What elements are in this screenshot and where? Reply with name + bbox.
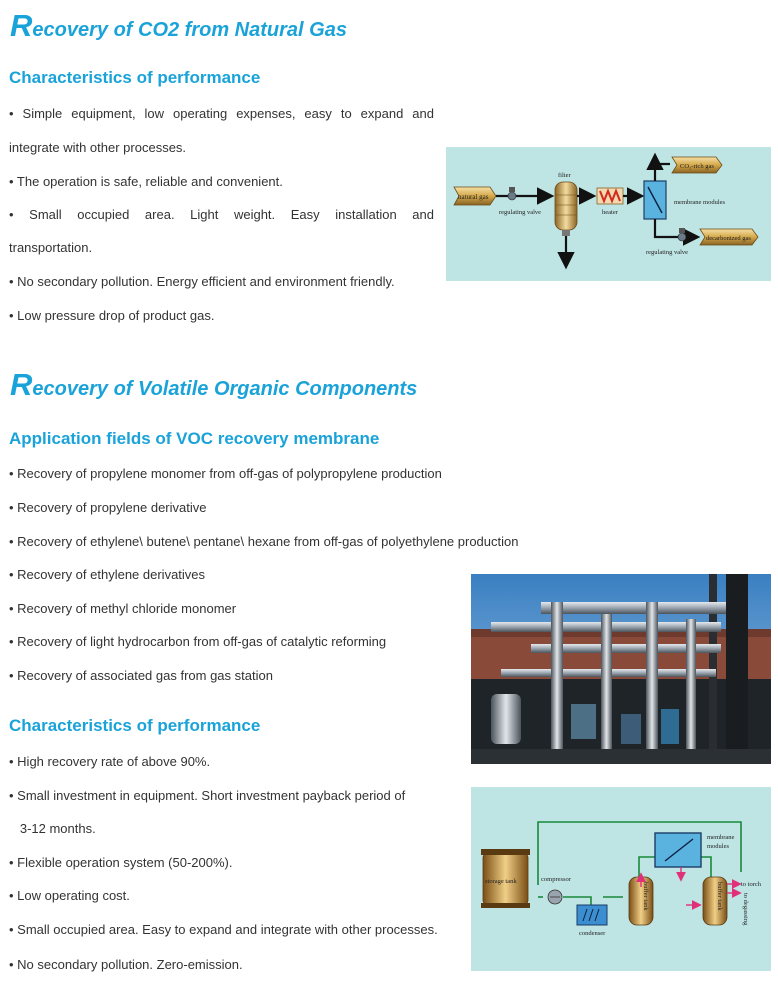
natural-gas-pipe <box>454 187 496 205</box>
list-item: • Low operating cost. <box>9 888 130 903</box>
plant-photo <box>471 574 771 764</box>
list-item: • No secondary pollution. Zero-emission. <box>9 957 243 972</box>
co2-rich-gas-pipe <box>672 157 722 173</box>
list-item: • Recovery of propylene derivative <box>9 500 207 515</box>
pipe <box>686 619 696 754</box>
regulating-valve-label-2: regulating valve <box>646 249 689 256</box>
membrane-module-icon <box>644 181 666 219</box>
decarbonized-gas-label: decarbonized gas <box>706 235 751 242</box>
co2-process-diagram <box>446 147 771 281</box>
title-initial: R <box>10 8 33 43</box>
pipe <box>601 614 612 754</box>
condenser-icon <box>577 905 607 925</box>
to-torch-label: to torch <box>741 881 762 888</box>
equipment <box>571 704 596 739</box>
vessel <box>491 694 521 744</box>
list-item: • High recovery rate of above 90%. <box>9 754 211 769</box>
subheading-voc-performance: Characteristics of performance <box>9 716 261 735</box>
list-item: 3-12 months. <box>9 821 96 836</box>
pipe <box>551 602 563 752</box>
modules-label: modules <box>707 843 730 850</box>
list-item: • Recovery of methyl chloride monomer <box>9 601 237 616</box>
membrane-module-icon <box>655 833 701 867</box>
pipe <box>541 602 726 614</box>
list-item: • Recovery of ethylene derivatives <box>9 567 206 582</box>
filter-icon <box>555 182 577 236</box>
title-rest: ecovery of CO2 from Natural Gas <box>32 19 347 41</box>
ground <box>471 749 771 764</box>
list-item: • Recovery of propylene monomer from off-gas of polypropylene production <box>9 466 442 481</box>
list-item: • Low pressure drop of product gas. <box>9 308 215 323</box>
list-item: • Recovery of ethylene\ butene\ pentane\ hexane from off-gas of polyethylene production <box>9 534 519 549</box>
list-item: • No secondary pollution. Energy efficient and environment friendly. <box>9 274 395 289</box>
title-initial: R <box>10 367 33 402</box>
list-item: • Recovery of associated gas from gas station <box>9 668 273 683</box>
co2-rich-gas-label: CO₂-rich gas <box>680 163 714 170</box>
structure-column <box>726 574 748 764</box>
regulating-valve-label: regulating valve <box>499 209 542 216</box>
pipe <box>646 602 658 752</box>
list-item: • Small investment in equipment. Short investment payback period of <box>9 788 406 803</box>
heater-label: heater <box>602 209 618 216</box>
equipment <box>661 709 679 744</box>
list-item: integrate with other processes. <box>9 140 187 155</box>
list-item: • Simple equipment, low operating expenses, easy to expand and <box>9 106 434 121</box>
list-item: • Flexible operation system (50-200%). <box>9 855 233 870</box>
voc-process-diagram <box>471 787 771 971</box>
list-item: • Recovery of light hydrocarbon from off-gas of catalytic reforming <box>9 634 387 649</box>
title-rest: ecovery of Volatile Organic Components <box>32 378 418 400</box>
subheading-co2-performance: Characteristics of performance <box>9 68 261 87</box>
compressor-icon <box>548 890 562 904</box>
list-item: • The operation is safe, reliable and convenient. <box>9 174 283 189</box>
list-item: • Small occupied area. Light weight. Easy installation and <box>9 207 434 222</box>
section-title-co2 <box>10 8 347 44</box>
decarbonized-gas-pipe <box>700 229 758 245</box>
buffer-tank-label-1: buffer tank <box>642 882 649 911</box>
compressor-label: compressor <box>541 876 571 883</box>
storage-tank-label: storage tank <box>485 878 517 885</box>
regulating-valve-icon <box>508 187 516 200</box>
list-item: • Small occupied area. Easy to expand and integrate with other processes. <box>9 922 438 937</box>
equipment <box>621 714 641 744</box>
list-item: transportation. <box>9 240 93 255</box>
membrane-label: membrane <box>707 834 735 841</box>
buffer-tank-label-2: buffer tank <box>716 882 723 911</box>
membrane-modules-label: membrane modules <box>674 199 726 206</box>
section-title-voc <box>10 367 417 403</box>
subheading-voc-fields: Application fields of VOC recovery membrane <box>9 429 380 448</box>
filter-label: filter <box>558 172 571 179</box>
to-degassing-label: to degassing <box>742 893 749 926</box>
heater-icon <box>597 188 623 204</box>
regulating-valve-icon-2 <box>678 228 686 241</box>
condenser-label: condenser <box>579 930 606 937</box>
natural-gas-label: natural gas <box>458 193 489 201</box>
